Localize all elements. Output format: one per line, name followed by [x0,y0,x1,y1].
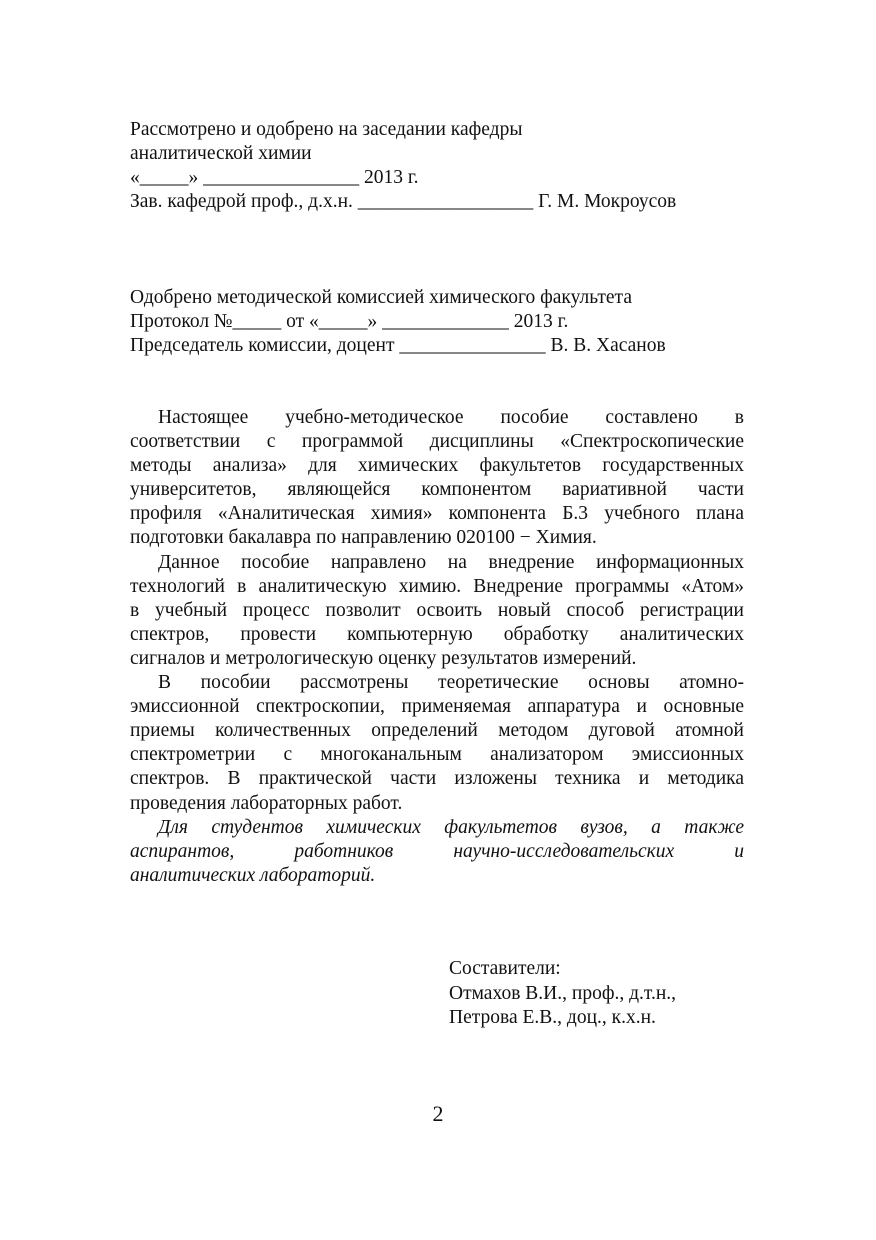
text-line: аспирантов, работников научно-исследовательских и [130,840,744,862]
text-line: технологий в аналитическую химию. Внедрение программы «Атом» [130,575,744,597]
text-line: спектров, провести компьютерную обработку аналитических [130,623,744,645]
text-line: эмиссионной спектроскопии, применяемая аппаратура и основные [130,696,744,718]
text-line: спектров. В практической части изложены техника и методика [130,768,744,790]
text-line: спектрометрии с многоканальным анализатором эмиссионных [130,744,744,766]
text-line: В пособии рассмотрены теоретические основы атомно- [158,672,744,694]
commission-protocol-line: Протокол №_____ от «_____» _____________ 2013 г. [130,311,569,332]
text-line: соответствии с программой дисциплины «Спектроскопические [130,431,744,453]
text-line: аналитических лабораторий. [130,864,376,886]
annotation-text [130,406,744,888]
text-line: университетов, являющейся компонентом вариативной части [130,479,744,501]
commission-line-1: Одобрено методической комиссией химического факультета [130,287,632,308]
commission-chair-signature: Председатель комиссии, доцент _______________ В. В. Хасанов [130,335,666,356]
compilers-block [449,957,676,1031]
approval-line-1: Рассмотрено и одобрено на заседании кафедры [130,119,523,140]
text-line: методы анализа» для химических факультетов государственных [130,455,744,477]
text-line: приемы количественных определений методом дуговой атомной [130,720,744,742]
text-line: подготовки бакалавра по направлению 020100 − Химия. [130,527,597,549]
compiler-2: Петрова Е.В., доц., к.х.н. [449,1007,656,1028]
approval-head-signature: Зав. кафедрой проф., д.х.н. __________________ Г. М. Мокроусов [130,191,677,212]
text-line: Для студентов химических факультетов вузов, а также [158,816,744,838]
text-line: проведения лабораторных работ. [130,792,403,814]
text-line: профиля «Аналитическая химия» компонента Б.3 учебного плана [130,503,744,525]
paragraph-3 [130,671,744,816]
approval-line-2: аналитической химии [130,143,312,164]
approval-date-line: «_____» ________________ 2013 г. [130,167,419,188]
compilers-heading: Составители: [449,958,561,979]
text-line: Данное пособие направлено на внедрение информационных [158,551,744,573]
page-number: 2 [432,1101,444,1126]
paragraph-audience [130,816,744,888]
compiler-1: Отмахов В.И., проф., д.т.н., [449,982,677,1004]
text-line: сигналов и метрологическую оценку результатов измерений. [130,647,637,669]
text-line: в учебный процесс позволит освоить новый способ регистрации [130,599,744,621]
paragraph-1 [130,406,744,551]
text-line: Настоящее учебно-методическое пособие составлено в [158,407,744,428]
paragraph-2 [130,551,744,671]
